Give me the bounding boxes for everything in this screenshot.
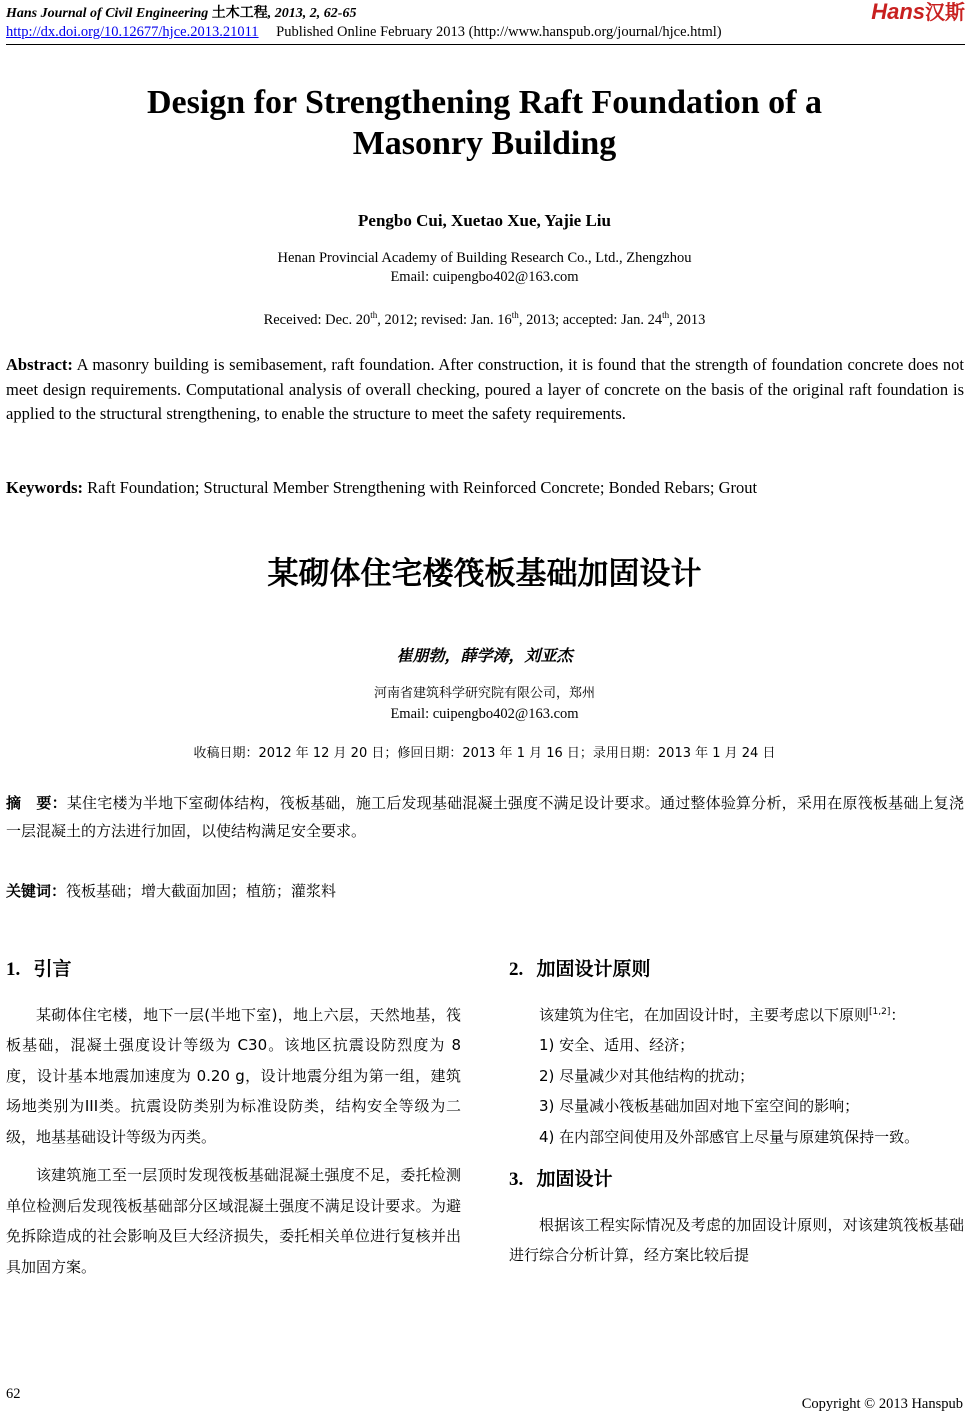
section-2-colon: ： <box>890 1005 906 1024</box>
section-3-title: 加固设计 <box>536 1168 613 1190</box>
paper-title-line-2: Masonry Building <box>352 125 617 162</box>
accepted-date: , 2013; accepted: Jan. 24 <box>518 311 663 328</box>
email-en: Email: cuipengbo402@163.com <box>390 269 579 285</box>
abstract-label: Abstract: <box>6 355 73 374</box>
section-2-title: 加固设计原则 <box>536 958 651 980</box>
paper-title-line-1: Design for Strengthening Raft Foundation of a <box>146 84 823 121</box>
hans-logo <box>857 0 965 24</box>
keywords-en <box>6 476 964 501</box>
revised-date: , 2012; revised: Jan. 16 <box>377 311 512 328</box>
section-1-title: 引言 <box>33 958 72 980</box>
abstract-text: A masonry building is semibasement, raft foundation. After construction, it is found that the strength of foundation concrete does not meet design requirements. Computational analysis of overall checking, poured a layer of concrete on the basis of the original raft foundation is applied to the structural strengthening, to enable the structure to meet the safety requirements. <box>6 355 964 423</box>
section-3-paragraph-1: 根据该工程实际情况及考虑的加固设计原则，对该建筑筏板基础进行综合分析计算，经方案比较后提 <box>509 1215 964 1264</box>
section-3-number: 3. <box>509 1169 524 1190</box>
right-column <box>509 954 964 1271</box>
section-2-heading <box>509 954 964 986</box>
affiliation-en <box>0 249 969 287</box>
abstract-cn-label: 摘 要： <box>6 794 67 812</box>
journal-name: Hans Journal of Civil Engineering <box>6 6 209 21</box>
hans-logo-text: Hans <box>871 0 925 24</box>
section-2-intro <box>509 1000 964 1031</box>
copyright: Copyright © 2013 Hanspub <box>801 1396 963 1412</box>
affiliation-text: Henan Provincial Academy of Building Research Co., Ltd., Zhengzhou <box>277 250 692 266</box>
section-1-paragraph-1: 某砌体住宅楼，地下一层(半地下室)，地上六层，天然地基，筏板基础，混凝土强度设计等级为 C30。该地区抗震设防烈度为 8 度，设计基本地震加速度为 0.20 g，设计地震分组为第一组，建筑场地类别为III类。抗震设防类别为标准设防类，结构安全等级为二级，地基基础设计等级为丙类。 <box>6 1005 461 1146</box>
section-2-number: 2. <box>509 959 524 980</box>
affiliation-cn: 河南省建筑科学研究院有限公司，郑州 <box>373 686 595 701</box>
left-column <box>6 954 461 1282</box>
received-dates-cn: 收稿日期：2012 年 12 月 20 日；修回日期：2013 年 1 月 16 日；录用日期：2013 年 1 月 24 日 <box>193 746 776 761</box>
keywords-cn <box>6 877 964 905</box>
received-dates <box>0 310 969 329</box>
keywords-label: Keywords: <box>6 478 83 497</box>
principle-item: 3) 尽量减小筏板基础加固对地下室空间的影响； <box>539 1097 860 1115</box>
section-1-heading <box>6 954 461 986</box>
keywords-cn-text: 筏板基础；增大截面加固；植筋；灌浆料 <box>66 882 337 900</box>
published-online: Published Online February 2013 (http://www.hanspub.org/journal/hjce.html) <box>276 24 722 40</box>
principle-item: 2) 尽量减少对其他结构的扰动； <box>539 1066 755 1085</box>
journal-header <box>6 2 356 22</box>
journal-name-cn: 土木工程 <box>211 6 268 21</box>
principle-item: 4) 在内部空间使用及外部感官上尽量与原建筑保持一致。 <box>539 1127 920 1146</box>
hans-logo-cn: 汉斯 <box>925 0 965 24</box>
authors-en: Pengbo Cui, Xuetao Xue, Yajie Liu <box>358 211 611 230</box>
affiliation-cn-block <box>0 684 969 724</box>
doi-line <box>6 24 722 41</box>
email-cn: Email: cuipengbo402@163.com <box>390 706 579 722</box>
principle-item: 1) 安全、适用、经济； <box>539 1036 695 1054</box>
revised-sup: th <box>511 310 519 320</box>
received-date: Received: Dec. 20 <box>263 311 371 328</box>
section-2-intro-text: 该建筑为住宅，在加固设计时，主要考虑以下原则 <box>539 1005 870 1024</box>
section-1-number: 1. <box>6 959 21 980</box>
header-divider <box>6 44 965 45</box>
abstract-cn-text: 某住宅楼为半地下室砌体结构，筏板基础，施工后发现基础混凝土强度不满足设计要求。通过整体验算分析，采用在原筏板基础上复浇一层混凝土的方法进行加固，以使结构满足安全要求。 <box>6 794 964 840</box>
section-1-paragraph-2: 该建筑施工至一层顶时发现筏板基础混凝土强度不足，委托检测单位检测后发现筏板基础部分区域混凝土强度不满足设计要求。为避免拆除造成的社会影响及巨大经济损失，委托相关单位进行复核并出具加固方案。 <box>6 1166 461 1276</box>
section-3-heading <box>509 1164 964 1196</box>
dates-end: , 2013 <box>669 311 706 328</box>
citation-ref[interactable]: [1,2] <box>869 1006 891 1017</box>
received-sup: th <box>370 310 378 320</box>
journal-issue: , 2013, 2, 62-65 <box>267 6 357 21</box>
accepted-sup: th <box>662 310 670 320</box>
keywords-text: Raft Foundation; Structural Member Strengthening with Reinforced Concrete; Bonded Rebars; Grout <box>83 478 758 497</box>
authors-cn: 崔朋勃，薛学涛，刘亚杰 <box>396 646 573 665</box>
doi-link[interactable]: http://dx.doi.org/10.12677/hjce.2013.21011 <box>6 24 259 40</box>
paper-title <box>0 82 969 164</box>
keywords-cn-label: 关键词： <box>6 882 67 900</box>
abstract-cn <box>6 789 964 845</box>
abstract-en <box>6 353 964 427</box>
paper-title-cn: 某砌体住宅楼筏板基础加固设计 <box>267 556 702 592</box>
page-number: 62 <box>6 1386 21 1402</box>
